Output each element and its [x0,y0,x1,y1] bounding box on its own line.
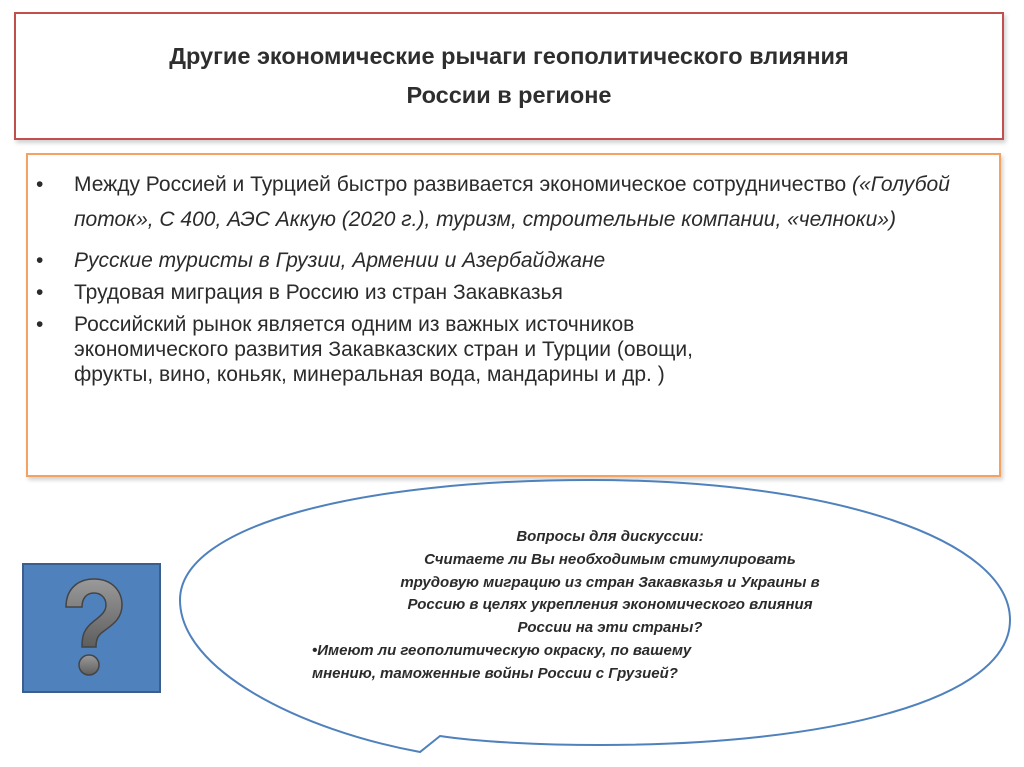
discussion-line-4: Россию в целях укрепления экономического влияния [407,596,813,614]
bullet-marker: • [36,313,44,336]
bullet-marker: • [36,173,44,196]
bullet-4-line-1: Российский рынок является одним из важных источников [74,313,635,336]
bullet-1-italic: («Голубой поток», С 400, АЭС Аккую (2020 г.), туризм, строительные компании, «челноки») [74,173,950,231]
bullet-1-text: Между Россией и Турцией быстро развивается экономическое сотрудничество [74,173,853,196]
discussion-line-7: мнению, таможенные войны России с Грузией? [312,664,678,682]
discussion-line-6: •Имеют ли геополитическую окраску, по вашему [312,641,692,659]
bullet-4-line-2: экономического развития Закавказских стран и Турции (овощи, [74,338,693,361]
bullet-4-line-3: фрукты, вино, коньяк, минеральная вода, мандарины и др. ) [74,363,665,386]
title-line-1: Другие экономические рычаги геополитического влияния [169,43,849,69]
discussion-questions [290,526,930,686]
bullet-marker: • [36,249,44,272]
bullet-3-text: Трудовая миграция в Россию из стран Закавказья [74,281,563,304]
bullet-marker: • [36,281,44,304]
bullet-2-text: Русские туристы в Грузии, Армении и Азербайджане [74,249,606,272]
discussion-line-5: России на эти страны? [517,619,703,637]
title-line-2: России в регионе [406,82,612,108]
discussion-heading: Вопросы для дискуссии: [516,528,704,545]
discussion-line-2: Считаете ли Вы необходимым стимулировать [424,550,796,568]
discussion-line-3: трудовую миграцию из стран Закавказья и Украины в [400,573,820,591]
